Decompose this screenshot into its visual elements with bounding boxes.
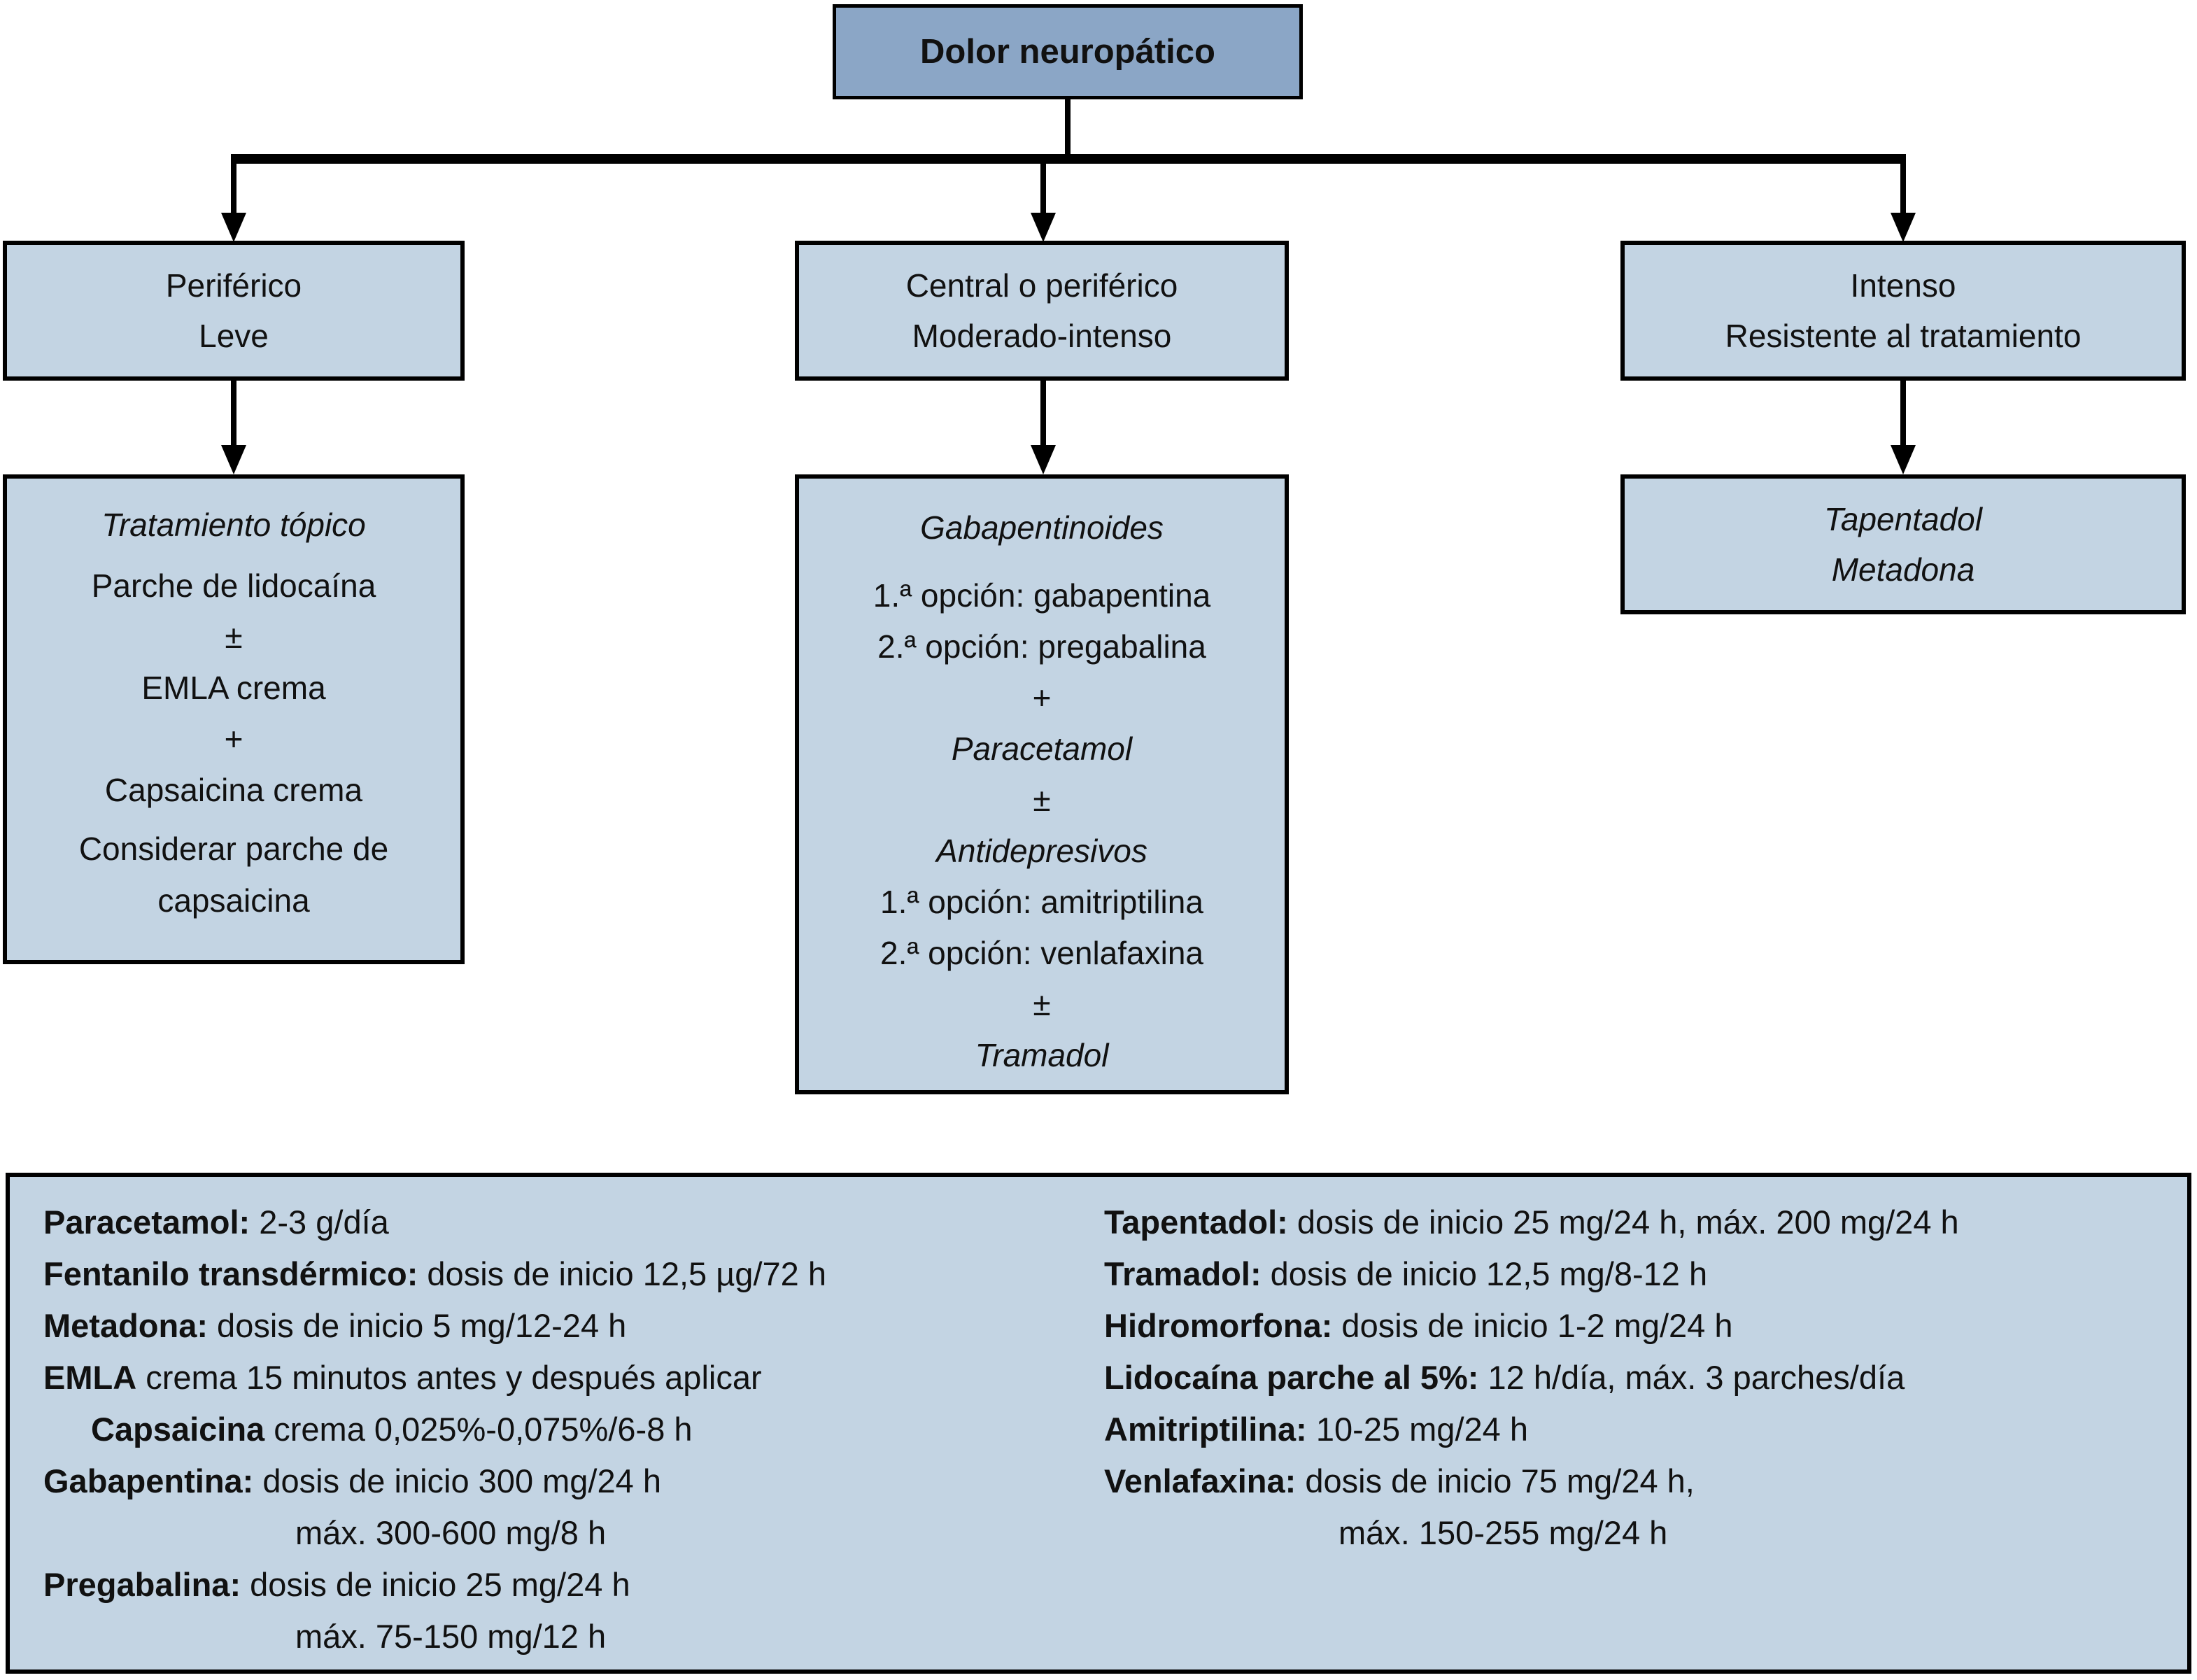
- arrow-line-right-2: [1900, 381, 1906, 448]
- branch-label: Central o periférico: [905, 267, 1178, 304]
- branch-node-intenso-resistente: [1620, 241, 2186, 381]
- treatment-node-topico: [3, 474, 465, 964]
- arrow-down-icon: [221, 445, 246, 474]
- drug-name: Venlafaxina:: [1104, 1462, 1297, 1499]
- dose-line: [43, 1197, 1079, 1248]
- arrow-down-icon: [221, 213, 246, 242]
- arrow-line-right: [1900, 164, 1906, 216]
- dose-line: [43, 1611, 1079, 1663]
- dose-line: [1104, 1197, 2182, 1248]
- dose-line: [43, 1300, 1079, 1352]
- dose-detail: máx. 75-150 mg/12 h: [295, 1618, 607, 1655]
- treatment-line: Capsaicina crema: [104, 772, 363, 808]
- dose-line: [43, 1507, 1079, 1559]
- dose-line: [43, 1352, 1079, 1404]
- dosing-column-left: [43, 1197, 1079, 1663]
- dose-detail: máx. 300-600 mg/8 h: [295, 1514, 607, 1551]
- treatment-line: Parche de lidocaína: [91, 567, 376, 604]
- dose-detail: dosis de inicio 5 mg/12-24 h: [208, 1307, 627, 1344]
- branch-node-central-o-periferico: [795, 241, 1289, 381]
- treatment-line: Metadona: [1831, 551, 1975, 588]
- dose-detail: 10-25 mg/24 h: [1306, 1411, 1528, 1448]
- treatment-line: Tapentadol: [1824, 501, 1982, 537]
- arrow-down-icon: [1031, 445, 1056, 474]
- dose-line: [43, 1455, 1079, 1507]
- arrow-down-icon: [1891, 213, 1916, 242]
- drug-name: Hidromorfona:: [1104, 1307, 1333, 1344]
- dose-detail: dosis de inicio 300 mg/24 h: [253, 1462, 661, 1499]
- treatment-line: Tramadol: [975, 1037, 1109, 1073]
- drug-name: Tramadol:: [1104, 1255, 1262, 1292]
- dose-line: [1104, 1352, 2182, 1404]
- dosing-column-right: [1104, 1197, 2182, 1559]
- drug-name: Tapentadol:: [1104, 1203, 1288, 1241]
- dose-line: [43, 1248, 1079, 1300]
- drug-name: Lidocaína parche al 5%:: [1104, 1359, 1479, 1396]
- dose-detail: 2-3 g/día: [250, 1203, 389, 1241]
- dose-detail: dosis de inicio 12,5 µg/72 h: [418, 1255, 826, 1292]
- plus-minus-symbol: ±: [225, 619, 243, 655]
- arrow-line-middle-2: [1040, 381, 1046, 448]
- treatment-line: 1.ª opción: gabapentina: [873, 577, 1211, 614]
- arrow-line-left-2: [231, 381, 236, 448]
- plus-symbol: +: [1032, 679, 1052, 716]
- dosing-info-box: [6, 1173, 2191, 1674]
- arrow-down-icon: [1891, 445, 1916, 474]
- branch-label: Intenso: [1850, 267, 1956, 304]
- treatment-line: Paracetamol: [951, 730, 1133, 767]
- drug-name: Gabapentina:: [43, 1462, 254, 1499]
- treatment-line: 2.ª opción: venlafaxina: [880, 935, 1203, 971]
- dose-detail: dosis de inicio 75 mg/24 h,: [1296, 1462, 1695, 1499]
- treatment-node-tapentadol-metadona: [1620, 474, 2186, 614]
- branch-bar-line: [231, 154, 1906, 164]
- root-node-dolor-neuropatico: [833, 4, 1303, 99]
- drug-name: Fentanilo transdérmico:: [43, 1255, 418, 1292]
- drug-name: Pregabalina:: [43, 1566, 241, 1603]
- arrow-line-left: [231, 164, 236, 216]
- drug-name: Capsaicina: [91, 1411, 265, 1448]
- dose-detail: dosis de inicio 12,5 mg/8-12 h: [1261, 1255, 1708, 1292]
- drug-name: Amitriptilina:: [1104, 1411, 1307, 1448]
- branch-label: Leve: [199, 318, 269, 354]
- arrow-down-icon: [1031, 213, 1056, 242]
- branch-node-periferico-leve: [3, 241, 465, 381]
- treatment-node-gabapentinoides: [795, 474, 1289, 1094]
- dose-detail: crema 0,025%-0,075%/6-8 h: [264, 1411, 693, 1448]
- drug-name: EMLA: [43, 1359, 137, 1396]
- dose-line: [1104, 1455, 2182, 1507]
- dose-detail: dosis de inicio 25 mg/24 h: [241, 1566, 630, 1603]
- dose-detail: dosis de inicio 1-2 mg/24 h: [1332, 1307, 1733, 1344]
- treatment-line: Antidepresivos: [936, 833, 1147, 869]
- root-stem-line: [1065, 99, 1071, 155]
- branch-label: Resistente al tratamiento: [1725, 318, 2082, 354]
- treatment-line: 1.ª opción: amitriptilina: [880, 884, 1203, 920]
- dose-detail: crema 15 minutos antes y después aplicar: [136, 1359, 762, 1396]
- root-label: Dolor neuropático: [920, 33, 1215, 71]
- arrow-line-middle: [1040, 164, 1046, 216]
- plus-minus-symbol: ±: [1033, 986, 1051, 1022]
- dose-line: [1104, 1404, 2182, 1455]
- treatment-title: Tratamiento tópico: [101, 507, 366, 543]
- dose-detail: 12 h/día, máx. 3 parches/día: [1478, 1359, 1905, 1396]
- treatment-line: Considerar parche de capsaicina: [78, 831, 389, 919]
- branch-label: Periférico: [165, 267, 302, 304]
- drug-name: Paracetamol:: [43, 1203, 250, 1241]
- dose-line: [1104, 1300, 2182, 1352]
- treatment-line: 2.ª opción: pregabalina: [877, 628, 1206, 665]
- treatment-title: Gabapentinoides: [920, 509, 1164, 546]
- dose-line: [1104, 1248, 2182, 1300]
- dose-detail: dosis de inicio 25 mg/24 h, máx. 200 mg/24 h: [1287, 1203, 1959, 1241]
- treatment-line: EMLA crema: [141, 670, 326, 706]
- branch-label: Moderado-intenso: [912, 318, 1172, 354]
- dose-line: [43, 1404, 1079, 1455]
- dose-detail: máx. 150-255 mg/24 h: [1338, 1514, 1668, 1551]
- plus-symbol: +: [224, 721, 243, 757]
- drug-name: Metadona:: [43, 1307, 208, 1344]
- dose-line: [43, 1559, 1079, 1611]
- plus-minus-symbol: ±: [1033, 782, 1051, 818]
- dose-line: [1104, 1507, 2182, 1559]
